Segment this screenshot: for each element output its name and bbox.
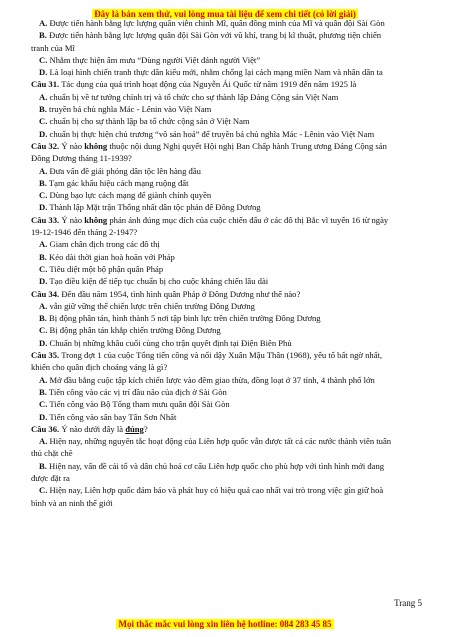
question-label: Câu 33. [31,214,60,225]
answer-option [31,324,420,336]
option-text: Tạo điều kiện để tiếp tục chuẩn bị cho cuộc kháng chiến lâu dài [49,276,269,287]
option-text: vẫn giữ vững thế chiến lược trên chiến trường Đông Dương [49,300,255,311]
option-text: chuẩn bị thực hiện chủ trương “vô sản hoá” để truyền bá chủ nghĩa Mác - Lênin vào Việt Nam [49,128,375,139]
option-text: chuẩn bị cho sự thành lập ba tổ chức cộng sản ở Việt Nam [49,116,250,127]
option-text: Hiện nay, những nguyên tắc hoạt động của Liên hợp quốc vẫn được tất cả các nước thành viên tuân [49,436,392,447]
document-body [31,17,420,509]
answer-option [31,484,420,496]
option-letter: B. [39,386,47,397]
answer-option [31,251,420,263]
continuation-line [31,497,420,509]
option-letter: B. [39,251,47,262]
question-line [31,349,420,361]
option-letter: A. [39,374,48,385]
option-letter: B. [39,460,47,471]
question-emphasis: đúng [125,423,144,434]
answer-option [31,177,420,189]
option-text: Đưa vấn đề giải phóng dân tộc lên hàng đầu [49,165,201,176]
answer-option [31,312,420,324]
answer-option [31,66,420,78]
continuation-text: khiến cho quân địch choáng váng là gì? [31,362,168,373]
option-text: Thành lập Mặt trận Thống nhất dân tộc phản đế Đông Dương [49,202,261,213]
option-text: chuẩn bị về tư tưởng chính trị và tổ chức cho sự thành lập Đảng Cộng sản Việt Nam [49,91,339,102]
question-label: Câu 32. [31,140,60,151]
option-letter: C. [39,54,48,65]
continuation-text: Đông Dương tháng 11-1939? [31,153,132,164]
question-label: Câu 31. [31,79,60,90]
question-label: Câu 34. [31,288,60,299]
continuation-line [31,42,420,54]
question-text: Ý nào [61,140,85,151]
answer-option [31,374,420,386]
question-line [31,288,420,300]
question-text: Trong đợt 1 của cuộc Tổng tiến công và nổi dậy Xuân Mậu Thân (1968), yếu tố bất ngờ nhất, [61,350,383,361]
option-letter: C. [39,116,48,127]
option-text: Giam chân địch trong các đô thị [49,239,160,250]
option-text: Tiến công vào các vị trí đầu não của địch ở Sài Gòn [48,386,227,397]
answer-option [31,29,420,41]
option-text: Tạm gác khẩu hiệu cách mạng ruộng đất [48,177,189,188]
continuation-line [31,152,420,164]
continuation-text: được đặt ra [31,472,70,483]
answer-option [31,411,420,423]
option-text: Hiện nay, vấn đề cải tổ và dân chủ hoá cơ cấu Liên hợp quốc cho phù hợp với tình hình mới đang [49,460,385,471]
option-letter: C. [39,399,48,410]
option-letter: D. [39,337,48,348]
answer-option [31,17,420,29]
answer-option [31,460,420,472]
answer-option [31,435,420,447]
answer-option [31,103,420,115]
question-text: ? [143,423,148,434]
answer-option [31,54,420,66]
answer-option [31,115,420,127]
question-text: Tác dụng của quá trình hoạt động của Nguyễn Ái Quốc từ năm 1919 đến năm 1925 là [61,79,357,90]
option-text: Tiến công vào Bộ Tổng tham mưu quân đội Sài Gòn [49,399,230,410]
question-text: phản ánh đúng mục đích của cuộc chiến đấu ở các đô thị Bắc vĩ tuyến 16 từ ngày [107,214,389,225]
option-letter: C. [39,325,48,336]
continuation-line [31,361,420,373]
option-text: Bị động phân tán, hình thành 5 nơi tập binh lực trên chiến trường Đông Dương [49,313,321,324]
continuation-text: 19-12-1946 đến tháng 2-1947? [31,227,138,238]
answer-option [31,386,420,398]
option-letter: D. [39,128,48,139]
answer-option [31,91,420,103]
question-line [31,214,420,226]
question-line [31,140,420,152]
continuation-text: thủ chặt chẽ [31,448,73,459]
option-letter: D. [39,276,48,287]
answer-option [31,275,420,287]
question-text: Ý nào dưới đây là [61,423,126,434]
option-text: Chuẩn bị những khâu cuối cùng cho trận quyết định tại Điện Biên Phủ [49,337,292,348]
answer-option [31,201,420,213]
option-text: Được tiến hành bằng lực lượng quân viễn chinh Mĩ, quân đồng minh của Mĩ và quân đội Sài Gòn [49,18,385,28]
option-letter: B. [39,177,47,188]
question-emphasis: không [84,140,108,151]
page-number: Trang 5 [394,598,422,608]
option-text: Kéo dài thời gian hoà hoãn với Pháp [49,251,175,262]
option-text: Mở đầu bằng cuộc tập kích chiến lược vào đêm giao thừa, đồng loạt ở 37 tỉnh, 4 thành phố lớn [49,374,375,385]
option-letter: A. [39,165,48,176]
answer-option [31,189,420,201]
hotline-footer [0,614,450,632]
option-text: Nhằm thực hiện âm mưu “Dùng người Việt đánh người Việt” [49,54,261,65]
question-label: Câu 36. [31,423,60,434]
option-text: Bị động phân tán khắp chiến trường Đông Dương [49,325,221,336]
option-letter: B. [39,30,47,41]
continuation-line [31,447,420,459]
continuation-text: tranh của Mĩ [31,42,75,53]
option-letter: B. [39,313,47,324]
option-letter: C. [39,263,48,274]
question-text: Ý nào [61,214,85,225]
question-line [31,78,420,90]
option-letter: D. [39,202,48,213]
option-letter: A. [39,91,48,102]
answer-option [31,128,420,140]
continuation-line [31,226,420,238]
option-letter: A. [39,300,48,311]
answer-option [31,263,420,275]
option-text: Tiêu diệt một bộ phận quân Pháp [49,263,164,274]
option-text: Là loại hình chiến tranh thực dân kiểu mới, nhằm chống lại cách mạng miền Nam và nhân dân ta [49,67,383,78]
question-line [31,423,420,435]
option-letter: D. [39,67,48,78]
option-letter: A. [39,18,48,28]
answer-option [31,337,420,349]
answer-option [31,165,420,177]
hotline-text: Mọi thắc mắc vui lòng xin liên hệ hotline: 084 283 45 85 [118,619,332,629]
question-emphasis: không [84,214,108,225]
answer-option [31,398,420,410]
option-text: truyền bá chủ nghĩa Mác - Lênin vào Việt Nam [49,104,212,115]
continuation-text: bình và an ninh thế giới [31,497,113,508]
option-text: Được tiến hành bằng lực lượng quân đội Sài Gòn với vũ khí, trang bị kĩ thuật, phương tiện chiến [49,30,382,41]
question-label: Câu 35. [31,350,60,361]
option-text: Tiến công vào sân bay Tân Sơn Nhất [49,411,177,422]
option-letter: D. [39,411,48,422]
option-letter: C. [39,485,48,496]
option-letter: A. [39,436,48,447]
question-text: thuộc nội dung Nghị quyết Hội nghị Ban Chấp hành Trung ương Đảng Cộng sản [107,140,387,151]
option-text: Hiện nay, Liên hợp quốc đảm bảo và phát huy có hiệu quả cao nhất vai trò trong việc gìn giữ hoà [49,485,384,496]
option-letter: C. [39,190,48,201]
option-letter: B. [39,104,47,115]
preview-banner-text: Đây là bản xem thử, vui lòng mua tài liệu để xem chi tiết (có lời giải) [94,9,356,19]
answer-option [31,300,420,312]
answer-option [31,238,420,250]
continuation-line [31,472,420,484]
question-text: Đến đầu năm 1954, tình hình quân Pháp ở Đông Dương như thế nào? [61,288,301,299]
option-letter: A. [39,239,48,250]
option-text: Dùng bạo lực cách mạng để giành chính quyền [49,190,212,201]
